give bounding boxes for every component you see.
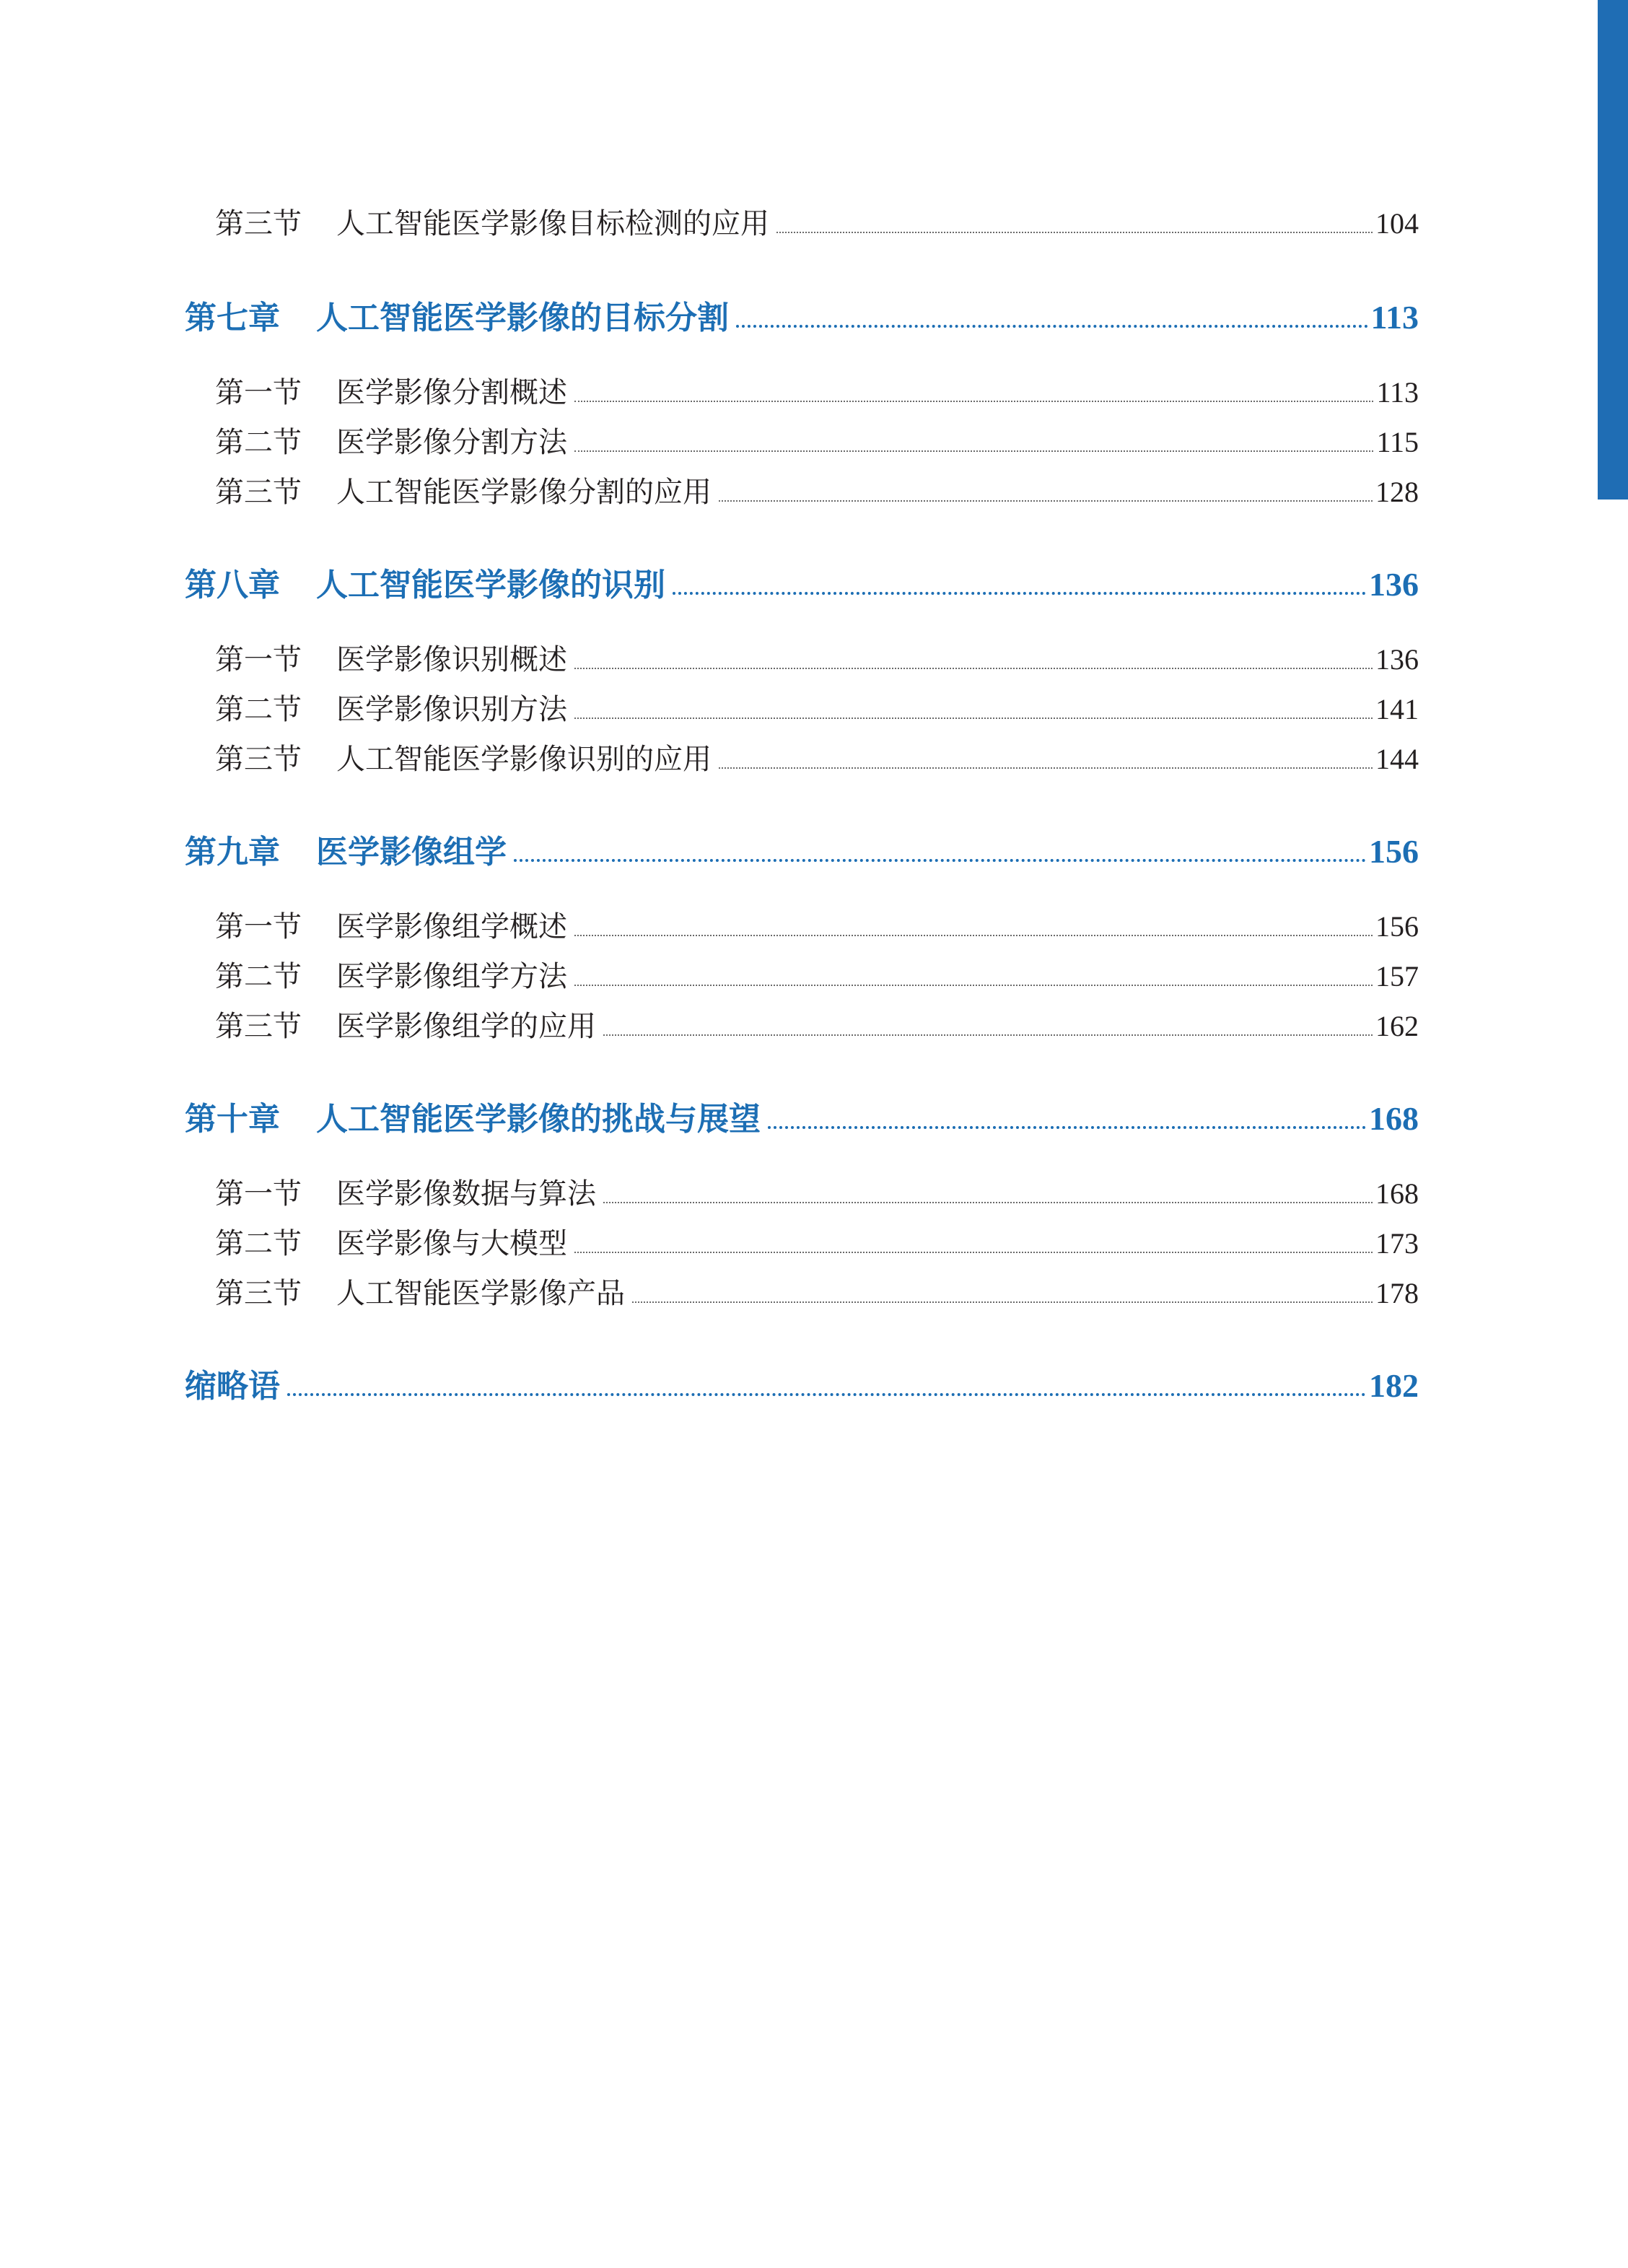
chapter-title: 人工智能医学影像的目标分割 (316, 300, 729, 336)
dot-leader (574, 370, 1373, 411)
chapter-title: 医学影像组学 (316, 834, 507, 871)
chapter-label: 第十章 (185, 1101, 280, 1138)
section-title: 医学影像数据与算法 (336, 1177, 596, 1211)
page-number: 162 (1375, 1010, 1419, 1042)
section-label: 第二节 (215, 960, 302, 993)
section-label: 第一节 (215, 910, 302, 943)
section-title: 医学影像与大模型 (336, 1227, 567, 1260)
toc-chapter-entry[interactable] (185, 1360, 1419, 1406)
section-label: 第三节 (215, 743, 302, 776)
chapter-edge-tab (1598, 0, 1628, 500)
dot-leader (776, 201, 1373, 242)
chapter-title: 缩略语 (185, 1368, 280, 1405)
section-label: 第二节 (215, 693, 302, 726)
page-number: 104 (1375, 207, 1419, 240)
dot-leader (632, 1270, 1373, 1312)
toc-section-entry[interactable] (185, 736, 1419, 777)
page-number: 144 (1375, 743, 1419, 775)
section-title: 医学影像分割概述 (336, 376, 567, 409)
toc-chapter-entry[interactable] (185, 1093, 1419, 1139)
page-number: 141 (1375, 693, 1419, 725)
dot-leader (719, 736, 1373, 777)
page-number: 113 (1370, 299, 1419, 336)
toc-section-entry[interactable] (185, 1003, 1419, 1044)
toc-section-entry[interactable] (185, 954, 1419, 995)
toc-section-entry[interactable] (185, 370, 1419, 411)
dot-leader (603, 1171, 1373, 1212)
chapter-title: 人工智能医学影像的挑战与展望 (316, 1101, 761, 1138)
dot-leader (514, 826, 1366, 872)
dot-leader (768, 1093, 1366, 1139)
dot-leader (736, 292, 1368, 338)
section-title: 医学影像分割方法 (336, 426, 567, 459)
page-number: 156 (1369, 833, 1419, 870)
section-label: 第三节 (215, 476, 302, 509)
page-number: 182 (1369, 1367, 1419, 1404)
dot-leader (603, 1003, 1373, 1044)
toc-section-entry[interactable] (185, 201, 1419, 242)
section-label: 第一节 (215, 643, 302, 676)
toc-section-entry[interactable] (185, 904, 1419, 945)
toc-section-entry[interactable] (185, 637, 1419, 678)
section-label: 第三节 (215, 1277, 302, 1310)
section-label: 第三节 (215, 207, 302, 240)
toc-chapter-entry[interactable] (185, 826, 1419, 872)
section-title: 医学影像组学概述 (336, 910, 567, 943)
page-number: 168 (1375, 1177, 1419, 1210)
toc-section-entry[interactable] (185, 686, 1419, 728)
page-number: 168 (1369, 1100, 1419, 1137)
dot-leader (719, 469, 1373, 510)
chapter-label: 第九章 (185, 834, 280, 871)
section-title: 人工智能医学影像分割的应用 (336, 476, 712, 509)
toc-chapter-entry[interactable] (185, 292, 1419, 338)
page-number: 156 (1375, 910, 1419, 943)
page-number: 157 (1375, 960, 1419, 993)
page-number: 113 (1376, 376, 1419, 409)
page-number: 115 (1376, 426, 1419, 458)
section-title: 医学影像识别概述 (336, 643, 567, 676)
dot-leader (574, 954, 1373, 995)
page-number: 173 (1375, 1227, 1419, 1260)
section-title: 人工智能医学影像目标检测的应用 (336, 207, 769, 240)
section-title: 医学影像识别方法 (336, 693, 567, 726)
chapter-title: 人工智能医学影像的识别 (316, 567, 665, 603)
dot-leader (673, 559, 1366, 605)
page-number: 128 (1375, 476, 1419, 508)
dot-leader (574, 904, 1373, 945)
section-label: 第一节 (215, 376, 302, 409)
section-label: 第二节 (215, 1227, 302, 1260)
section-title: 人工智能医学影像识别的应用 (336, 743, 712, 776)
section-label: 第三节 (215, 1010, 302, 1043)
toc-section-entry[interactable] (185, 1171, 1419, 1212)
section-title: 人工智能医学影像产品 (336, 1277, 625, 1310)
dot-leader (574, 686, 1373, 728)
chapter-label: 第八章 (185, 567, 280, 603)
section-label: 第一节 (215, 1177, 302, 1211)
dot-leader (287, 1360, 1366, 1406)
section-title: 医学影像组学方法 (336, 960, 567, 993)
dot-leader (574, 1221, 1373, 1262)
section-label: 第二节 (215, 426, 302, 459)
dot-leader (574, 637, 1373, 678)
toc-section-entry[interactable] (185, 469, 1419, 510)
toc-section-entry[interactable] (185, 1221, 1419, 1262)
toc-section-entry[interactable] (185, 1270, 1419, 1312)
page-number: 136 (1375, 643, 1419, 676)
section-title: 医学影像组学的应用 (336, 1010, 596, 1043)
chapter-label: 第七章 (185, 300, 280, 336)
dot-leader (574, 419, 1373, 461)
toc-chapter-entry[interactable] (185, 559, 1419, 605)
toc-section-entry[interactable] (185, 419, 1419, 461)
page-number: 178 (1375, 1277, 1419, 1309)
page-number: 136 (1369, 566, 1419, 603)
